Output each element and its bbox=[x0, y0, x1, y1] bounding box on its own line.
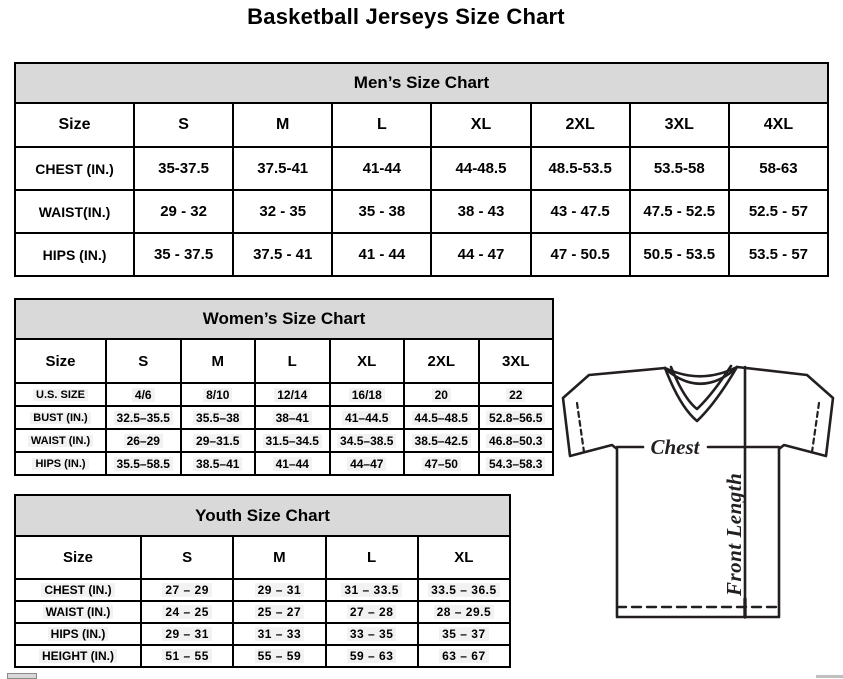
youth-col-header-size bbox=[15, 536, 141, 579]
youth-size-cell-text: 27 – 28 bbox=[347, 605, 397, 619]
youth-size-cell-text: 55 – 59 bbox=[255, 649, 305, 663]
women-col-header-m bbox=[181, 339, 256, 383]
women-size-cell bbox=[404, 383, 479, 406]
womens-size-table bbox=[14, 338, 554, 476]
youth-size-cell-text: 63 – 67 bbox=[439, 649, 489, 663]
women-size-cell-text: 38.5–41 bbox=[193, 457, 242, 471]
youth-row-label-text: WAIST (IN.) bbox=[43, 605, 114, 619]
men-size-cell bbox=[332, 147, 431, 190]
women-size-cell bbox=[181, 406, 256, 429]
men-size-cell bbox=[332, 190, 431, 233]
women-size-cell bbox=[181, 429, 256, 452]
youth-table-row bbox=[15, 601, 510, 623]
page-title: Basketball Jerseys Size Chart bbox=[247, 4, 565, 29]
women-size-cell bbox=[330, 406, 405, 429]
men-col-header-m bbox=[233, 103, 332, 147]
men-size-cell bbox=[630, 147, 729, 190]
youth-size-cell-text: 27 – 29 bbox=[162, 583, 212, 597]
youth-table-row bbox=[15, 645, 510, 667]
women-size-cell-text: 35.5–38 bbox=[193, 411, 242, 425]
women-size-cell bbox=[330, 429, 405, 452]
youth-size-cell-text: 25 – 27 bbox=[255, 605, 305, 619]
mens-size-chart-panel bbox=[14, 62, 829, 277]
men-size-cell-text: 53.5-58 bbox=[653, 160, 705, 177]
youth-size-cell bbox=[418, 579, 510, 601]
women-col-header-3xl bbox=[479, 339, 554, 383]
jersey-measurement-diagram bbox=[556, 358, 840, 624]
youth-size-cell bbox=[233, 623, 325, 645]
youth-size-cell bbox=[418, 601, 510, 623]
women-size-cell-text: 44.5–48.5 bbox=[412, 411, 471, 425]
men-size-cell bbox=[233, 190, 332, 233]
women-row-label bbox=[15, 452, 106, 475]
youth-size-cell bbox=[233, 645, 325, 667]
women-col-header-s-text: S bbox=[138, 352, 149, 370]
men-size-cell bbox=[431, 147, 530, 190]
men-size-cell bbox=[431, 233, 530, 276]
men-table-row bbox=[15, 190, 828, 233]
men-size-cell bbox=[729, 233, 828, 276]
men-size-cell-text: 44-48.5 bbox=[455, 160, 507, 177]
men-size-cell-text: 44 - 47 bbox=[457, 246, 505, 263]
youth-col-header-l-text: L bbox=[367, 549, 377, 566]
men-size-cell bbox=[332, 233, 431, 276]
youth-size-cell-text: 28 – 29.5 bbox=[434, 605, 495, 619]
women-col-header-s bbox=[106, 339, 181, 383]
women-col-header-l-text: L bbox=[287, 352, 297, 370]
youth-row-label bbox=[15, 579, 141, 601]
youth-col-header-m bbox=[233, 536, 325, 579]
men-size-cell-text: 50.5 - 53.5 bbox=[643, 246, 716, 263]
men-size-cell-text: 41 - 44 bbox=[358, 246, 406, 263]
women-size-cell-text: 52.8–56.5 bbox=[486, 411, 545, 425]
women-col-header-3xl-text: 3XL bbox=[501, 352, 530, 370]
men-row-label bbox=[15, 233, 134, 276]
women-size-cell-text: 12/14 bbox=[274, 388, 310, 402]
men-size-cell bbox=[531, 190, 630, 233]
women-size-cell bbox=[479, 452, 554, 475]
women-col-header-size bbox=[15, 339, 106, 383]
men-size-cell-text: 37.5-41 bbox=[257, 160, 309, 177]
women-row-label bbox=[15, 429, 106, 452]
men-header-row bbox=[15, 103, 828, 147]
youth-size-cell bbox=[141, 623, 233, 645]
men-row-label bbox=[15, 190, 134, 233]
youth-row-label bbox=[15, 601, 141, 623]
men-row-label-text: HIPS (IN.) bbox=[42, 246, 107, 263]
youth-size-cell-text: 29 – 31 bbox=[162, 627, 212, 641]
men-size-cell bbox=[531, 233, 630, 276]
women-size-cell-text: 4/6 bbox=[132, 388, 155, 402]
womens-size-chart-panel bbox=[14, 298, 554, 476]
youth-size-cell bbox=[141, 601, 233, 623]
youth-col-header-s bbox=[141, 536, 233, 579]
men-col-header-l-text: L bbox=[376, 116, 387, 133]
men-size-cell bbox=[630, 190, 729, 233]
men-col-header-3xl-text: 3XL bbox=[664, 116, 694, 133]
men-size-cell bbox=[431, 190, 530, 233]
men-size-cell bbox=[233, 147, 332, 190]
mens-size-chart-title: Men’s Size Chart bbox=[14, 62, 829, 104]
men-col-header-s-text: S bbox=[178, 116, 189, 133]
women-col-header-l bbox=[255, 339, 330, 383]
youth-col-header-m-text: M bbox=[273, 549, 286, 566]
women-table-row bbox=[15, 406, 553, 429]
women-size-cell-text: 8/10 bbox=[203, 388, 232, 402]
youth-size-chart-title: Youth Size Chart bbox=[14, 494, 511, 537]
women-size-cell-text: 20 bbox=[432, 388, 451, 402]
youth-size-cell bbox=[141, 645, 233, 667]
women-size-cell-text: 44–47 bbox=[347, 457, 386, 471]
men-size-cell-text: 43 - 47.5 bbox=[550, 203, 610, 220]
youth-size-cell-text: 35 – 37 bbox=[439, 627, 489, 641]
women-size-cell bbox=[404, 452, 479, 475]
women-size-cell bbox=[330, 383, 405, 406]
men-size-cell bbox=[233, 233, 332, 276]
youth-size-chart-panel bbox=[14, 494, 511, 668]
women-size-cell-text: 47–50 bbox=[422, 457, 461, 471]
men-col-header-2xl bbox=[531, 103, 630, 147]
scrollbar-fragment-right bbox=[816, 675, 843, 678]
youth-size-cell bbox=[326, 579, 418, 601]
women-col-header-xl bbox=[330, 339, 405, 383]
youth-size-cell-text: 51 – 55 bbox=[162, 649, 212, 663]
men-size-cell-text: 35 - 38 bbox=[358, 203, 406, 220]
men-size-cell-text: 53.5 - 57 bbox=[748, 246, 809, 263]
men-col-header-3xl bbox=[630, 103, 729, 147]
chest-label: Chest bbox=[650, 435, 700, 459]
women-size-cell bbox=[106, 383, 181, 406]
youth-size-cell bbox=[233, 579, 325, 601]
youth-size-cell bbox=[418, 623, 510, 645]
men-size-cell bbox=[134, 147, 233, 190]
men-col-header-s bbox=[134, 103, 233, 147]
men-size-cell bbox=[729, 147, 828, 190]
women-size-cell bbox=[106, 452, 181, 475]
youth-size-cell-text: 33.5 – 36.5 bbox=[428, 583, 500, 597]
women-col-header-xl-text: XL bbox=[357, 352, 377, 370]
front-length-label: Front Length bbox=[722, 472, 746, 596]
mens-size-table bbox=[14, 102, 829, 277]
men-col-header-xl bbox=[431, 103, 530, 147]
women-col-header-2xl-text: 2XL bbox=[427, 352, 455, 370]
men-size-cell-text: 47.5 - 52.5 bbox=[643, 203, 716, 220]
youth-table-row bbox=[15, 579, 510, 601]
women-size-cell-text: 29–31.5 bbox=[193, 434, 242, 448]
youth-row-label-text: HIPS (IN.) bbox=[48, 627, 109, 641]
jersey-outline bbox=[563, 367, 833, 617]
women-size-cell bbox=[479, 406, 554, 429]
men-col-header-size bbox=[15, 103, 134, 147]
youth-col-header-size-text: Size bbox=[62, 549, 93, 566]
women-size-cell-text: 54.3–58.3 bbox=[486, 457, 545, 471]
women-size-cell-text: 16/18 bbox=[349, 388, 385, 402]
men-size-cell bbox=[531, 147, 630, 190]
youth-size-cell-text: 31 – 33 bbox=[255, 627, 305, 641]
youth-size-table bbox=[14, 535, 511, 668]
youth-size-cell bbox=[418, 645, 510, 667]
women-row-label-text: WAIST (IN.) bbox=[28, 435, 93, 447]
women-size-cell-text: 41–44.5 bbox=[342, 411, 391, 425]
women-row-label-text: HIPS (IN.) bbox=[32, 458, 88, 470]
men-size-cell-text: 32 - 35 bbox=[259, 203, 307, 220]
women-size-cell bbox=[255, 452, 330, 475]
men-table-row bbox=[15, 147, 828, 190]
youth-col-header-l bbox=[326, 536, 418, 579]
youth-size-cell bbox=[141, 579, 233, 601]
women-col-header-2xl bbox=[404, 339, 479, 383]
women-header-row bbox=[15, 339, 553, 383]
women-size-cell bbox=[255, 383, 330, 406]
women-size-cell-text: 38–41 bbox=[273, 411, 312, 425]
youth-size-cell bbox=[326, 623, 418, 645]
youth-table-row bbox=[15, 623, 510, 645]
women-size-cell-text: 46.8–50.3 bbox=[486, 434, 545, 448]
men-size-cell-text: 35 - 37.5 bbox=[153, 246, 214, 263]
women-table-row bbox=[15, 383, 553, 406]
youth-size-cell-text: 31 – 33.5 bbox=[341, 583, 402, 597]
women-col-header-m-text: M bbox=[211, 352, 224, 370]
youth-size-cell-text: 24 – 25 bbox=[162, 605, 212, 619]
youth-size-cell-text: 59 – 63 bbox=[347, 649, 397, 663]
women-size-cell-text: 22 bbox=[506, 388, 525, 402]
men-size-cell-text: 37.5 - 41 bbox=[253, 246, 313, 263]
women-size-cell bbox=[479, 429, 554, 452]
men-size-cell-text: 52.5 - 57 bbox=[748, 203, 809, 220]
women-table-row bbox=[15, 452, 553, 475]
scrollbar-fragment-left[interactable] bbox=[7, 673, 37, 679]
men-col-header-m-text: M bbox=[276, 116, 290, 133]
women-size-cell bbox=[181, 383, 256, 406]
men-col-header-4xl-text: 4XL bbox=[763, 116, 794, 133]
womens-size-chart-title: Women’s Size Chart bbox=[14, 298, 554, 340]
youth-row-label bbox=[15, 645, 141, 667]
women-row-label-text: U.S. SIZE bbox=[33, 389, 88, 401]
men-size-cell-text: 38 - 43 bbox=[457, 203, 505, 220]
men-col-header-l bbox=[332, 103, 431, 147]
men-row-label-text: WAIST(IN.) bbox=[38, 203, 111, 220]
women-row-label bbox=[15, 406, 106, 429]
men-size-cell bbox=[630, 233, 729, 276]
youth-size-cell bbox=[326, 645, 418, 667]
women-size-cell-text: 31.5–34.5 bbox=[263, 434, 322, 448]
women-size-cell bbox=[181, 452, 256, 475]
youth-row-label bbox=[15, 623, 141, 645]
men-size-cell-text: 35-37.5 bbox=[158, 160, 209, 177]
youth-col-header-s-text: S bbox=[182, 549, 193, 566]
men-table-row bbox=[15, 233, 828, 276]
men-size-cell-text: 48.5-53.5 bbox=[548, 160, 612, 177]
women-size-cell-text: 41–44 bbox=[273, 457, 312, 471]
men-size-cell-text: 41-44 bbox=[362, 160, 402, 177]
men-col-header-xl-text: XL bbox=[470, 116, 492, 133]
women-size-cell bbox=[255, 429, 330, 452]
youth-size-cell bbox=[326, 601, 418, 623]
men-size-cell bbox=[134, 233, 233, 276]
men-size-cell bbox=[134, 190, 233, 233]
women-size-cell-text: 38.5–42.5 bbox=[412, 434, 471, 448]
youth-size-cell bbox=[233, 601, 325, 623]
men-size-cell bbox=[729, 190, 828, 233]
men-row-label bbox=[15, 147, 134, 190]
women-size-cell-text: 26–29 bbox=[124, 434, 163, 448]
youth-row-label-text: CHEST (IN.) bbox=[41, 583, 114, 597]
men-size-cell-text: 47 - 50.5 bbox=[550, 246, 610, 263]
women-size-cell bbox=[106, 406, 181, 429]
women-size-cell bbox=[106, 429, 181, 452]
women-size-cell bbox=[255, 406, 330, 429]
women-size-cell-text: 34.5–38.5 bbox=[337, 434, 396, 448]
youth-col-header-xl-text: XL bbox=[454, 549, 474, 566]
women-table-row bbox=[15, 429, 553, 452]
women-size-cell bbox=[404, 406, 479, 429]
women-size-cell bbox=[479, 383, 554, 406]
women-row-label-text: BUST (IN.) bbox=[30, 412, 90, 424]
women-size-cell bbox=[330, 452, 405, 475]
youth-col-header-xl bbox=[418, 536, 510, 579]
women-row-label bbox=[15, 383, 106, 406]
women-col-header-size-text: Size bbox=[45, 352, 76, 370]
men-col-header-4xl bbox=[729, 103, 828, 147]
men-col-header-size-text: Size bbox=[58, 116, 91, 133]
men-col-header-2xl-text: 2XL bbox=[565, 116, 595, 133]
women-size-cell-text: 35.5–58.5 bbox=[114, 457, 173, 471]
women-size-cell-text: 32.5–35.5 bbox=[114, 411, 173, 425]
women-size-cell bbox=[404, 429, 479, 452]
youth-header-row bbox=[15, 536, 510, 579]
youth-size-cell-text: 33 – 35 bbox=[347, 627, 397, 641]
men-size-cell-text: 29 - 32 bbox=[160, 203, 207, 220]
youth-size-cell-text: 29 – 31 bbox=[255, 583, 305, 597]
men-row-label-text: CHEST (IN.) bbox=[35, 160, 114, 177]
youth-row-label-text: HEIGHT (IN.) bbox=[39, 649, 117, 663]
men-size-cell-text: 58-63 bbox=[759, 160, 798, 177]
